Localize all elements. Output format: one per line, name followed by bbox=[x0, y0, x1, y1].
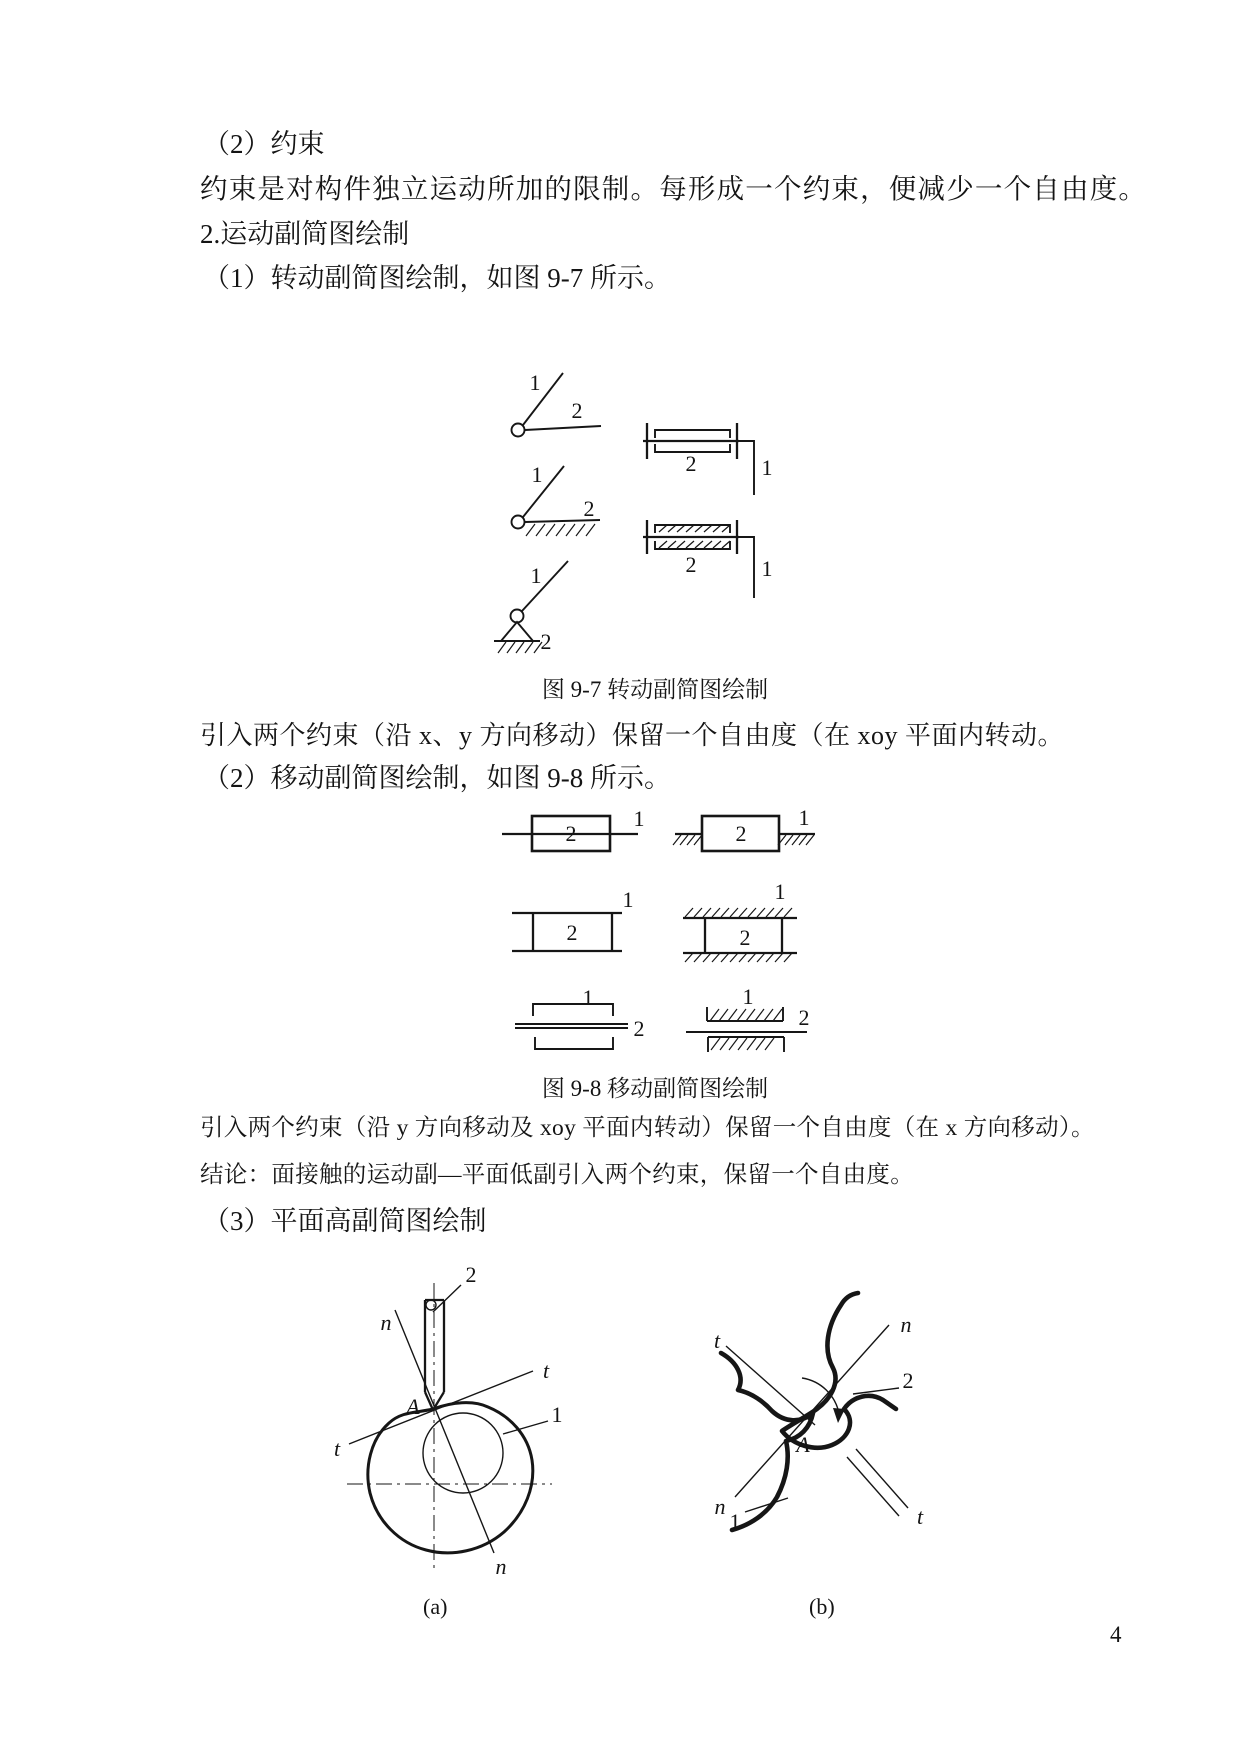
label-tangent: t bbox=[713, 1328, 721, 1353]
label-link1: 1 bbox=[531, 462, 543, 487]
heading-constraint: （2）约束 bbox=[203, 129, 325, 159]
bottom-hatching bbox=[685, 953, 792, 962]
cam-outline bbox=[368, 1403, 533, 1553]
revolute-row2-fixed-housing bbox=[643, 520, 773, 598]
label-normal: n bbox=[714, 1494, 726, 1519]
prismatic-row2-fixed-guide-block bbox=[683, 879, 797, 962]
subfigure-b-label: (b) bbox=[809, 1594, 835, 1619]
revolute-row3-ground-support bbox=[494, 561, 568, 654]
label2-leader bbox=[433, 1285, 461, 1312]
bottom-hatched-bracket bbox=[708, 1037, 784, 1052]
item-prismatic-pair: （2）移动副简图绘制，如图 9-8 所示。 bbox=[203, 763, 671, 793]
figure-9-8-caption: 图 9-8 移动副简图绘制 bbox=[541, 1076, 769, 1101]
tangent-line-lower-a bbox=[856, 1449, 908, 1508]
prismatic-row1-fixed-rod-block bbox=[673, 805, 815, 851]
label-link2: 2 bbox=[465, 1262, 477, 1287]
link2-line bbox=[525, 426, 601, 430]
top-bracket bbox=[655, 430, 730, 438]
label-link2: 2 bbox=[685, 552, 697, 577]
paragraph-prismatic-note: 引入两个约束（沿 y 方向移动及 xoy 平面内转动）保留一个自由度（在 x 方向移动）。 bbox=[200, 1115, 1095, 1141]
bottom-hatching bbox=[659, 541, 730, 548]
label-tangent: t bbox=[916, 1504, 924, 1529]
rotation-arrow-head bbox=[833, 1408, 845, 1423]
label-link1: 1 bbox=[530, 563, 542, 588]
link1-elbow bbox=[739, 441, 754, 495]
prismatic-row2-guide-block bbox=[512, 887, 634, 951]
prismatic-row3-plate-guides bbox=[515, 985, 645, 1049]
label-link2: 2 bbox=[566, 920, 578, 945]
label-link2: 2 bbox=[902, 1368, 914, 1393]
revolute-row1-shaft-housing bbox=[643, 423, 773, 495]
label-normal: n bbox=[495, 1554, 507, 1579]
left-hatching bbox=[673, 835, 702, 845]
gear-teeth-diagram bbox=[714, 1293, 924, 1534]
label-link1: 1 bbox=[582, 985, 594, 1010]
tangent-line-lower-b bbox=[847, 1457, 899, 1516]
label-link1: 1 bbox=[729, 1509, 741, 1534]
page-number: 4 bbox=[1110, 1622, 1122, 1647]
cam-base-circle bbox=[423, 1413, 503, 1493]
top-hatching bbox=[659, 525, 730, 532]
label-link2: 2 bbox=[565, 821, 577, 846]
top-bracket bbox=[533, 1004, 613, 1016]
label-tangent: t bbox=[333, 1436, 341, 1461]
item-revolute-pair: （1）转动副简图绘制，如图 9-7 所示。 bbox=[203, 263, 671, 293]
label-link1: 1 bbox=[633, 806, 645, 831]
label-link2: 2 bbox=[540, 629, 552, 654]
label-link2: 2 bbox=[735, 821, 747, 846]
top-hatched-bracket bbox=[707, 1007, 783, 1021]
label-link2: 2 bbox=[685, 451, 697, 476]
figure-9-8-prismatic-pair bbox=[420, 795, 820, 1065]
top-hatching bbox=[685, 908, 792, 917]
section-kinematic-pair-drawing: 2.运动副简图绘制 bbox=[200, 219, 410, 249]
item-higher-pair: （3）平面高副简图绘制 bbox=[203, 1206, 487, 1236]
label-link1: 1 bbox=[798, 805, 810, 830]
paragraph-revolute-note: 引入两个约束（沿 x、y 方向移动）保留一个自由度（在 xoy 平面内转动。 bbox=[200, 721, 1065, 750]
label-tangent: t bbox=[542, 1358, 550, 1383]
figure-higher-pair bbox=[280, 1260, 960, 1620]
label-normal: n bbox=[900, 1312, 912, 1337]
label-normal: n bbox=[380, 1310, 392, 1335]
ground-hatching bbox=[526, 524, 595, 536]
figure-9-7-caption: 图 9-7 转动副简图绘制 bbox=[541, 677, 769, 702]
pin-circle bbox=[512, 516, 525, 529]
prismatic-row1-rod-block bbox=[502, 806, 645, 851]
label-contact-point: A bbox=[406, 1394, 420, 1419]
label-link1: 1 bbox=[761, 556, 773, 581]
link1-line bbox=[523, 466, 564, 517]
subfigure-a-label: (a) bbox=[423, 1594, 448, 1619]
label2-leader bbox=[853, 1388, 899, 1394]
label-link1: 1 bbox=[551, 1402, 563, 1427]
label-link1: 1 bbox=[622, 887, 634, 912]
label-link1: 1 bbox=[761, 455, 773, 480]
label-link2: 2 bbox=[583, 496, 595, 521]
revolute-row1-two-links bbox=[512, 370, 602, 437]
paragraph-constraint-definition: 约束是对构件独立运动所加的限制。每形成一个约束，便减少一个自由度。 bbox=[200, 173, 1148, 204]
label-link1: 1 bbox=[529, 370, 541, 395]
cam-follower-diagram bbox=[334, 1262, 563, 1579]
link1-line bbox=[522, 561, 568, 611]
label-contact-point: A bbox=[796, 1432, 810, 1457]
pin-circle bbox=[512, 424, 525, 437]
label-link2: 2 bbox=[633, 1016, 645, 1041]
ground-hatching bbox=[498, 642, 542, 653]
prismatic-row3-fixed-plate-guides bbox=[686, 984, 810, 1052]
link1-elbow bbox=[739, 537, 754, 598]
label-link1: 1 bbox=[742, 984, 754, 1009]
right-hatching bbox=[778, 835, 814, 845]
revolute-row2-fixed-link bbox=[512, 462, 601, 536]
label1-leader bbox=[503, 1421, 548, 1434]
label-link2: 2 bbox=[739, 925, 751, 950]
label-link1: 1 bbox=[774, 879, 786, 904]
support-triangle bbox=[501, 622, 533, 641]
bottom-bracket bbox=[535, 1037, 613, 1049]
label-link2: 2 bbox=[571, 398, 583, 423]
label-link2: 2 bbox=[798, 1005, 810, 1030]
figure-9-7-revolute-pair bbox=[380, 360, 800, 660]
paragraph-conclusion: 结论：面接触的运动副—平面低副引入两个约束，保留一个自由度。 bbox=[200, 1162, 914, 1188]
